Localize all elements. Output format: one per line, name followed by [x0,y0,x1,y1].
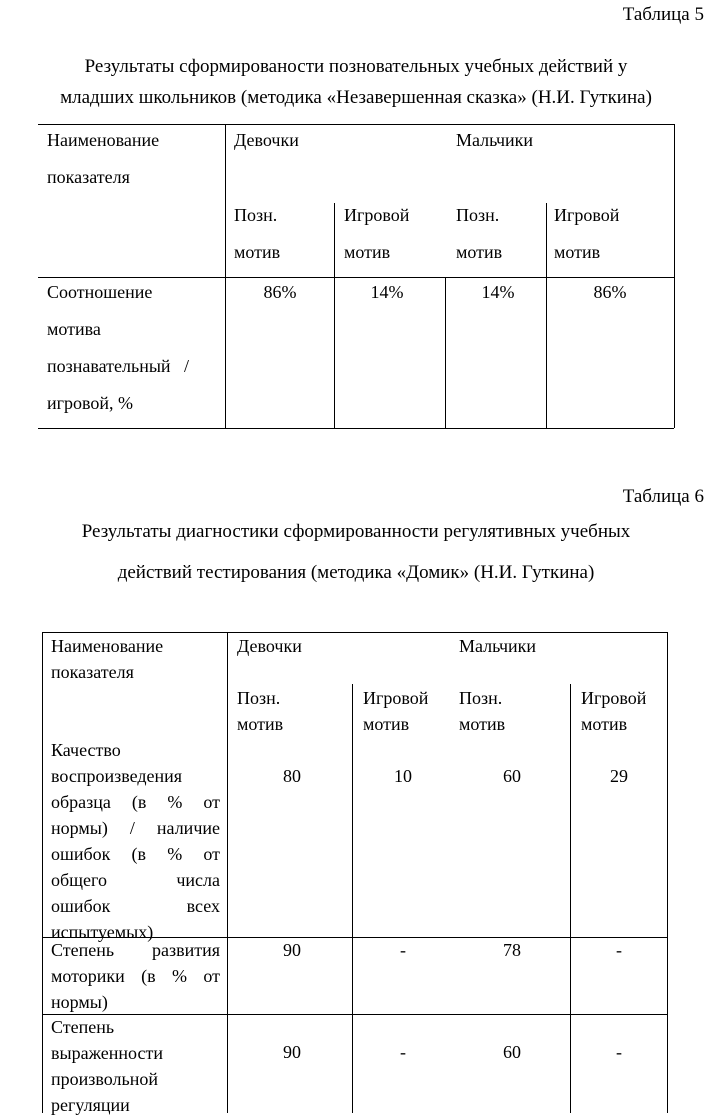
table5-boys-cog-line2: мотив [456,242,503,262]
table6-boys-cog-line1: Позн. [459,688,503,708]
table6-row2-label [51,937,220,1015]
table6-row1-label-line1: Качество [51,740,121,760]
table5-row-label-line2: мотива [47,319,101,339]
table5-title-line2: младших школьников (методика «Незавершенная сказка» (Н.И. Гуткина) [60,87,652,108]
table5-girls-game-line2: мотив [344,242,391,262]
table5-bottom-border [38,428,674,429]
table6-girls-game-line2: мотив [363,714,410,734]
table6-title-line2: действий тестирования (методика «Домик» (Н.И. Гуткина) [117,562,595,583]
table6-boys-cog-header [459,685,505,737]
table6-row1-label-line3: образца (в % от [51,792,220,812]
table6-girls-game-header [363,685,428,737]
table5-boys-game-line2: мотив [554,242,601,262]
table5-boys-cog-line1: Позн. [456,205,500,225]
table5-row-label-line3: познавательный / [47,356,190,376]
table6-row3-value-boys-game: - [616,1042,622,1062]
table6-girls-cog-line2: мотив [237,714,284,734]
table5-row-label-line4: игровой, % [47,393,134,413]
table6-left-border [42,632,43,1113]
table6-row1-label-line5: ошибок (в % от [51,844,220,864]
table5-value-girls-game: 14% [370,282,404,302]
table5-right-border [674,124,675,428]
table5-title-line1: Результаты сформированости позновательных учебных действий у [84,56,628,77]
table5-value-boys-cog: 14% [481,282,515,302]
table6-row3-value-boys-cog: 60 [503,1042,521,1062]
table6-row3-label-line2: выраженности [51,1043,163,1063]
table6-boys-game-line2: мотив [581,714,628,734]
table6-boys-cog-line2: мотив [459,714,506,734]
table6-row2-value-boys-game: - [616,940,622,960]
table6-indicator-header [51,633,163,685]
table6-row2-label-line1: Степень развития [51,940,220,960]
table5-girls-cog-line1: Позн. [234,205,278,225]
table6-girls-game-line1: Игровой [363,688,429,708]
table6-row1-value-boys-game: 29 [610,766,628,786]
table6-indicator-header-line1: Наименование [51,636,164,656]
table6-row3-label-line4: регуляции [51,1095,130,1115]
table5-boys-header: Мальчики [456,130,534,150]
table5-row-label-line1: Соотношение [47,282,153,302]
table6-row2-label-line3: нормы) [51,992,108,1012]
table6-row1-label-line7: ошибок всех [51,896,220,916]
table6-indicator-header-line2: показателя [51,662,134,682]
table5-girls-game-line1: Игровой [344,205,410,225]
table6-boys-header: Мальчики [459,636,537,656]
table6-row1-label-line4: нормы) / наличие [51,818,220,838]
table6-row3-label-line3: произвольной [51,1069,158,1089]
table5-indicator-header-line1: Наименование [47,130,160,150]
table5-girls-cog-header [234,197,280,271]
table5-boys-game-header [554,197,619,271]
table5-label: Таблица 5 [622,4,704,25]
table6-row1-label-line6: общего числа [51,870,220,890]
table5-row-label [47,274,219,422]
table6-boys-game-header [581,685,646,737]
table5-divider-girls-game [334,203,335,428]
table6-row1-label [51,737,220,945]
table6-row2-value-girls-game: - [400,940,406,960]
table6-title-line1: Результаты диагностики сформированности регулятивных учебных [81,521,631,542]
table5-girls-cog-line2: мотив [234,242,281,262]
table6-girls-header: Девочки [237,636,302,656]
table6-row3-label-line1: Степень [51,1017,115,1037]
table6-row2-value-boys-cog: 78 [503,940,521,960]
table5-divider-boys-game [546,203,547,428]
table6-row3-value-girls-game: - [400,1042,406,1062]
table6-row2-value-girls-cog: 90 [283,940,301,960]
table5-boys-cog-header [456,197,502,271]
table6-girls-cog-line1: Позн. [237,688,281,708]
table6-row3-label [51,1014,220,1118]
table5-indicator-header [47,122,217,196]
table5-girls-header: Девочки [234,130,299,150]
table5-boys-game-line1: Игровой [554,205,620,225]
table6-girls-cog-header [237,685,283,737]
table6-right-border [667,632,668,1113]
table5-girls-game-header [344,197,409,271]
table6-row1-value-boys-cog: 60 [503,766,521,786]
table6-row2-label-line2: моторики (в % от [51,966,220,986]
table6-row1-value-girls-game: 10 [394,766,412,786]
table5-indicator-header-line2: показателя [47,167,130,187]
table6-row1-value-girls-cog: 80 [283,766,301,786]
table6-boys-game-line1: Игровой [581,688,647,708]
table6-label: Таблица 6 [622,486,704,507]
table5-value-girls-cog: 86% [263,282,297,302]
table6-row1-label-line2: воспроизведения [51,766,183,786]
table6-row3-value-girls-cog: 90 [283,1042,301,1062]
table5-value-boys-game: 86% [593,282,627,302]
table6-row1-label-line8: испытуемых) [51,922,154,942]
